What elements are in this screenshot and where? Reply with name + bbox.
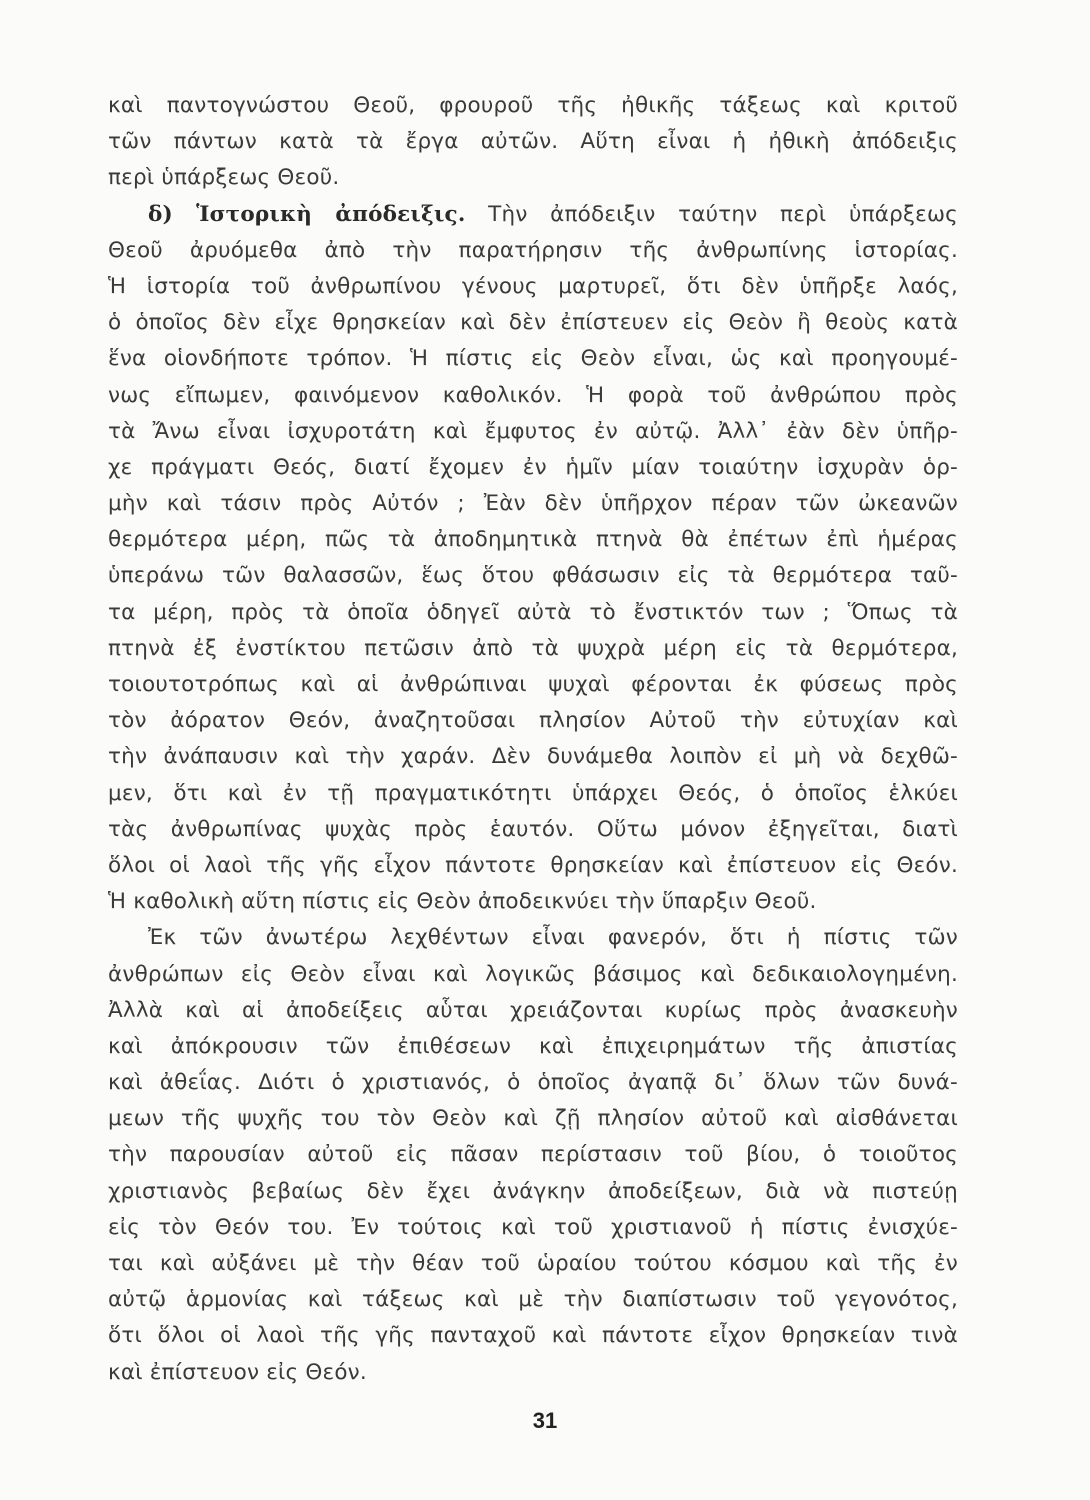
text-line: ἀνθρώπων εἰς Θεὸν εἶναι καὶ λογικῶς βάσιμος καὶ δεδικαιολογημένη.: [108, 961, 958, 987]
text-line: τὰ Ἄνω εἶναι ἰσχυροτάτη καὶ ἔμφυτος ἐν αὐτῷ. Ἀλλ᾿ ἐὰν δὲν ὑπῆρ-: [108, 418, 958, 444]
text-line: τὴν παρουσίαν αὐτοῦ εἰς πᾶσαν περίστασιν τοῦ βίου, ὁ τοιοῦτος: [108, 1142, 958, 1168]
text-line: [108, 197, 958, 233]
text-line: Ἀλλὰ καὶ αἱ ἀποδείξεις αὗται χρειάζονται κυρίως πρὸς ἀνασκευὴν: [108, 997, 958, 1023]
text-line: τὴν ἀνάπαυσιν καὶ τὴν χαράν. Δὲν δυνάμεθα λοιπὸν εἰ μὴ νὰ δεχθῶ-: [108, 744, 958, 770]
text-line: καὶ ἀθεΐας. Διότι ὁ χριστιανός, ὁ ὁποῖος ἀγαπᾷ δι᾿ ὅλων τῶν δυνά-: [108, 1070, 958, 1096]
heading-line-text: Τὴν ἀπόδειξιν ταύτην περὶ ὑπάρξεως: [488, 201, 958, 227]
page-text: [108, 88, 958, 1391]
text-line: Ἡ καθολικὴ αὕτη πίστις εἰς Θεὸν ἀποδεικνύει τὴν ὕπαρξιν Θεοῦ.: [108, 889, 817, 915]
text-line: ὅτι ὅλοι οἱ λαοὶ τῆς γῆς πανταχοῦ καὶ πάντοτε εἶχον θρησκείαν τινὰ: [108, 1323, 958, 1349]
text-line: τῶν πάντων κατὰ τὰ ἔργα αὐτῶν. Αὕτη εἶναι ἡ ἠθικὴ ἀπόδειξις: [108, 129, 958, 155]
text-line: ται καὶ αὐξάνει μὲ τὴν θέαν τοῦ ὡραίου τούτου κόσμου καὶ τῆς ἐν: [108, 1251, 958, 1276]
text-line: καὶ παντογνώστου Θεοῦ, φρουροῦ τῆς ἠθικῆς τάξεως καὶ κριτοῦ: [108, 93, 958, 118]
paragraph-2: [108, 197, 958, 921]
paragraph-3: [108, 920, 958, 1390]
text-line: μεν, ὅτι καὶ ἐν τῇ πραγματικότητι ὑπάρχει Θεός, ὁ ὁποῖος ἑλκύει: [108, 780, 958, 806]
text-line: πτηνὰ ἐξ ἐνστίκτου πετῶσιν ἀπὸ τὰ ψυχρὰ μέρη εἰς τὰ θερμότερα,: [108, 635, 958, 661]
text-line: χριστιανὸς βεβαίως δὲν ἔχει ἀνάγκην ἀποδείξεων, διὰ νὰ πιστεύῃ: [108, 1178, 958, 1204]
text-line: Ἡ ἱστορία τοῦ ἀνθρωπίνου γένους μαρτυρεῖ, ὅτι δὲν ὑπῆρξε λαός,: [108, 273, 958, 299]
text-line: θερμότερα μέρη, πῶς τὰ ἀποδημητικὰ πτηνὰ θὰ ἐπέτων ἐπὶ ἡμέρας: [108, 527, 958, 553]
section-heading: δ) Ἱστορικὴ ἀπόδειξις.: [148, 201, 466, 227]
text-line: εἰς τὸν Θεόν του. Ἐν τούτοις καὶ τοῦ χριστιανοῦ ἡ πίστις ἐνισχύε-: [108, 1214, 958, 1240]
text-line: ὁ ὁποῖος δὲν εἶχε θρησκείαν καὶ δὲν ἐπίστευεν εἰς Θεὸν ἢ θεοὺς κατὰ: [108, 310, 958, 336]
text-line: καὶ ἐπίστευον εἰς Θεόν.: [108, 1359, 367, 1385]
text-line: νως εἴπωμεν, φαινόμενον καθολικόν. Ἡ φορὰ τοῦ ἀνθρώπου πρὸς: [108, 382, 958, 408]
text-line: ὑπεράνω τῶν θαλασσῶν, ἕως ὅτου φθάσωσιν εἰς τὰ θερμότερα ταῦ-: [108, 563, 958, 589]
text-line: Θεοῦ ἀρυόμεθα ἀπὸ τὴν παρατήρησιν τῆς ἀνθρωπίνης ἱστορίας.: [108, 237, 958, 263]
text-line: μεων τῆς ψυχῆς του τὸν Θεὸν καὶ ζῇ πλησίον αὐτοῦ καὶ αἰσθάνεται: [108, 1106, 958, 1132]
text-line: ἕνα οἱονδήποτε τρόπον. Ἡ πίστις εἰς Θεὸν εἶναι, ὡς καὶ προηγουμέ-: [108, 346, 958, 372]
text-line: χε πράγματι Θεός, διατί ἔχομεν ἐν ἡμῖν μίαν τοιαύτην ἰσχυρὰν ὁρ-: [108, 454, 958, 480]
text-line: Ἐκ τῶν ἀνωτέρω λεχθέντων εἶναι φανερόν, ὅτι ἡ πίστις τῶν: [148, 925, 958, 951]
paragraph-1: [108, 88, 958, 197]
text-line: καὶ ἀπόκρουσιν τῶν ἐπιθέσεων καὶ ἐπιχειρημάτων τῆς ἀπιστίας: [108, 1033, 958, 1059]
text-line: ὅλοι οἱ λαοὶ τῆς γῆς εἶχον πάντοτε θρησκείαν καὶ ἐπίστευον εἰς Θεόν.: [108, 852, 958, 878]
text-line: τὰς ἀνθρωπίνας ψυχὰς πρὸς ἑαυτόν. Οὕτω μόνον ἐξηγεῖται, διατὶ: [108, 816, 958, 842]
text-line: μὴν καὶ τάσιν πρὸς Αὐτόν ; Ἐὰν δὲν ὑπῆρχον πέραν τῶν ὠκεανῶν: [108, 491, 958, 517]
text-line: τοιουτοτρόπως καὶ αἱ ἀνθρώπιναι ψυχαὶ φέρονται ἐκ φύσεως πρὸς: [108, 672, 958, 697]
text-line: περὶ ὑπάρξεως Θεοῦ.: [108, 165, 340, 191]
text-line: τα μέρη, πρὸς τὰ ὁποῖα ὁδηγεῖ αὐτὰ τὸ ἔνστικτόν των ; Ὅπως τὰ: [108, 599, 958, 625]
text-line: τὸν ἀόρατον Θεόν, ἀναζητοῦσαι πλησίον Αὐτοῦ τὴν εὐτυχίαν καὶ: [108, 708, 958, 734]
text-line: αὐτῷ ἁρμονίας καὶ τάξεως καὶ μὲ τὴν διαπίστωσιν τοῦ γεγονότος,: [108, 1287, 958, 1313]
page-number: 31: [532, 1408, 558, 1433]
